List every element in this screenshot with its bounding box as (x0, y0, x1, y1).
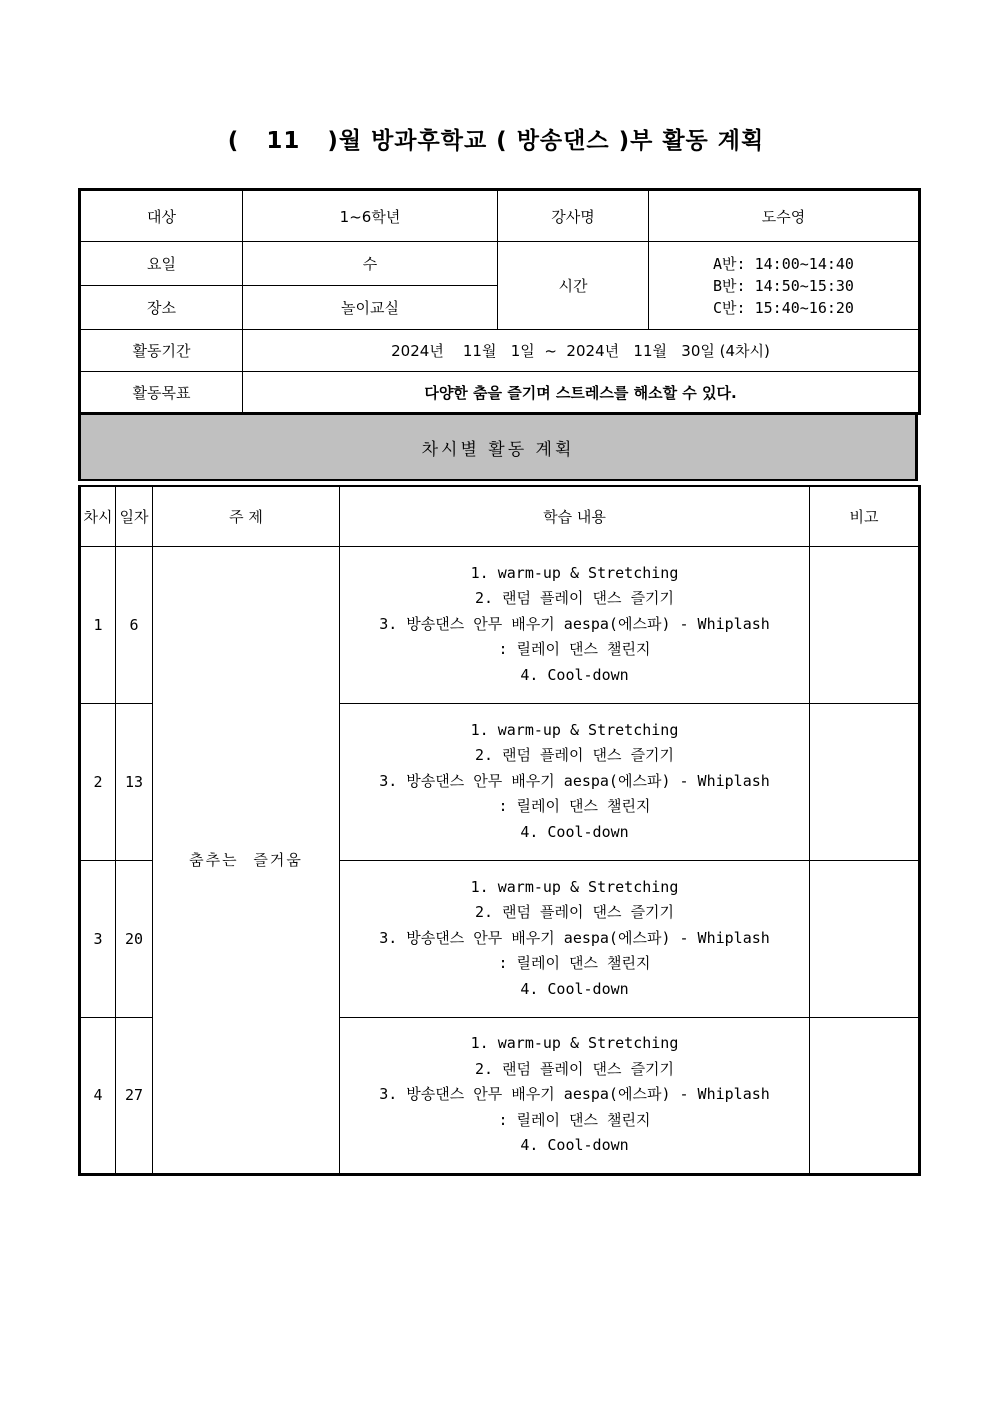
content-line: 4. Cool-down (520, 665, 629, 684)
content-line: 4. Cool-down (520, 1136, 629, 1155)
lesson-content (340, 546, 810, 703)
info-row-day (80, 242, 920, 286)
place-label: 장소 (80, 286, 243, 330)
schedule-header-row (80, 486, 920, 546)
content-line: 4. Cool-down (520, 979, 629, 998)
session-number: 1 (80, 546, 116, 703)
content-line: 1. warm-up & Stretching (470, 720, 679, 739)
session-date: 20 (116, 860, 153, 1017)
lesson-content (340, 860, 810, 1017)
info-table (78, 188, 921, 415)
time-line-a: A반: 14:00~14:40 (713, 254, 854, 273)
time-line-c: C반: 15:40~16:20 (713, 298, 854, 317)
time-label: 시간 (498, 242, 649, 330)
content-line: 3. 방송댄스 안무 배우기 aespa(에스파) - Whiplash (379, 771, 770, 790)
period-value: 2024년 11월 1일 ~ 2024년 11월 30일 (4차시) (243, 330, 920, 372)
note-cell (810, 1017, 920, 1174)
note-cell (810, 703, 920, 860)
header-date: 일자 (116, 486, 153, 546)
goal-label: 활동목표 (80, 372, 243, 414)
content-line: 2. 랜덤 플레이 댄스 즐기기 (474, 746, 675, 765)
content-line: : 릴레이 댄스 챌린지 (498, 1110, 651, 1129)
goal-value: 다양한 춤을 즐기며 스트레스를 해소할 수 있다. (243, 372, 920, 414)
page-title: ( 11 )월 방과후학교 ( 방송댄스 )부 활동 계획 (227, 128, 765, 154)
info-row-target (80, 190, 920, 242)
content-line: 2. 랜덤 플레이 댄스 즐기기 (474, 1059, 675, 1078)
schedule-row-1 (80, 546, 920, 703)
content-line: 3. 방송댄스 안무 배우기 aespa(에스파) - Whiplash (379, 928, 770, 947)
session-number: 2 (80, 703, 116, 860)
note-cell (810, 546, 920, 703)
theme-cell: 춤추는 즐거움 (153, 546, 340, 1174)
lesson-content (340, 703, 810, 860)
schedule-table (78, 485, 921, 1176)
instructor-label: 강사명 (498, 190, 649, 242)
place-value: 놀이교실 (243, 286, 498, 330)
time-value (649, 242, 920, 330)
note-cell (810, 860, 920, 1017)
header-note: 비고 (810, 486, 920, 546)
content-line: 1. warm-up & Stretching (470, 877, 679, 896)
instructor-value: 도수영 (649, 190, 920, 242)
content-line: 4. Cool-down (520, 822, 629, 841)
target-value: 1~6학년 (243, 190, 498, 242)
content-line: : 릴레이 댄스 챌린지 (498, 797, 651, 816)
session-date: 6 (116, 546, 153, 703)
header-theme: 주 제 (153, 486, 340, 546)
content-line: : 릴레이 댄스 챌린지 (498, 640, 651, 659)
lesson-content (340, 1017, 810, 1174)
session-number: 3 (80, 860, 116, 1017)
content-line: : 릴레이 댄스 챌린지 (498, 954, 651, 973)
target-label: 대상 (80, 190, 243, 242)
content-line: 2. 랜덤 플레이 댄스 즐기기 (474, 589, 675, 608)
info-row-period (80, 330, 920, 372)
section-header: 차시별 활동 계획 (78, 415, 918, 481)
session-date: 27 (116, 1017, 153, 1174)
session-number: 4 (80, 1017, 116, 1174)
header-content: 학습 내용 (340, 486, 810, 546)
info-row-goal (80, 372, 920, 414)
time-line-b: B반: 14:50~15:30 (713, 276, 854, 295)
content-line: 1. warm-up & Stretching (470, 563, 679, 582)
content-line: 3. 방송댄스 안무 배우기 aespa(에스파) - Whiplash (379, 614, 770, 633)
content-line: 2. 랜덤 플레이 댄스 즐기기 (474, 903, 675, 922)
day-label: 요일 (80, 242, 243, 286)
content-line: 3. 방송댄스 안무 배우기 aespa(에스파) - Whiplash (379, 1085, 770, 1104)
period-label: 활동기간 (80, 330, 243, 372)
session-date: 13 (116, 703, 153, 860)
day-value: 수 (243, 242, 498, 286)
content-line: 1. warm-up & Stretching (470, 1034, 679, 1053)
header-session: 차시 (80, 486, 116, 546)
